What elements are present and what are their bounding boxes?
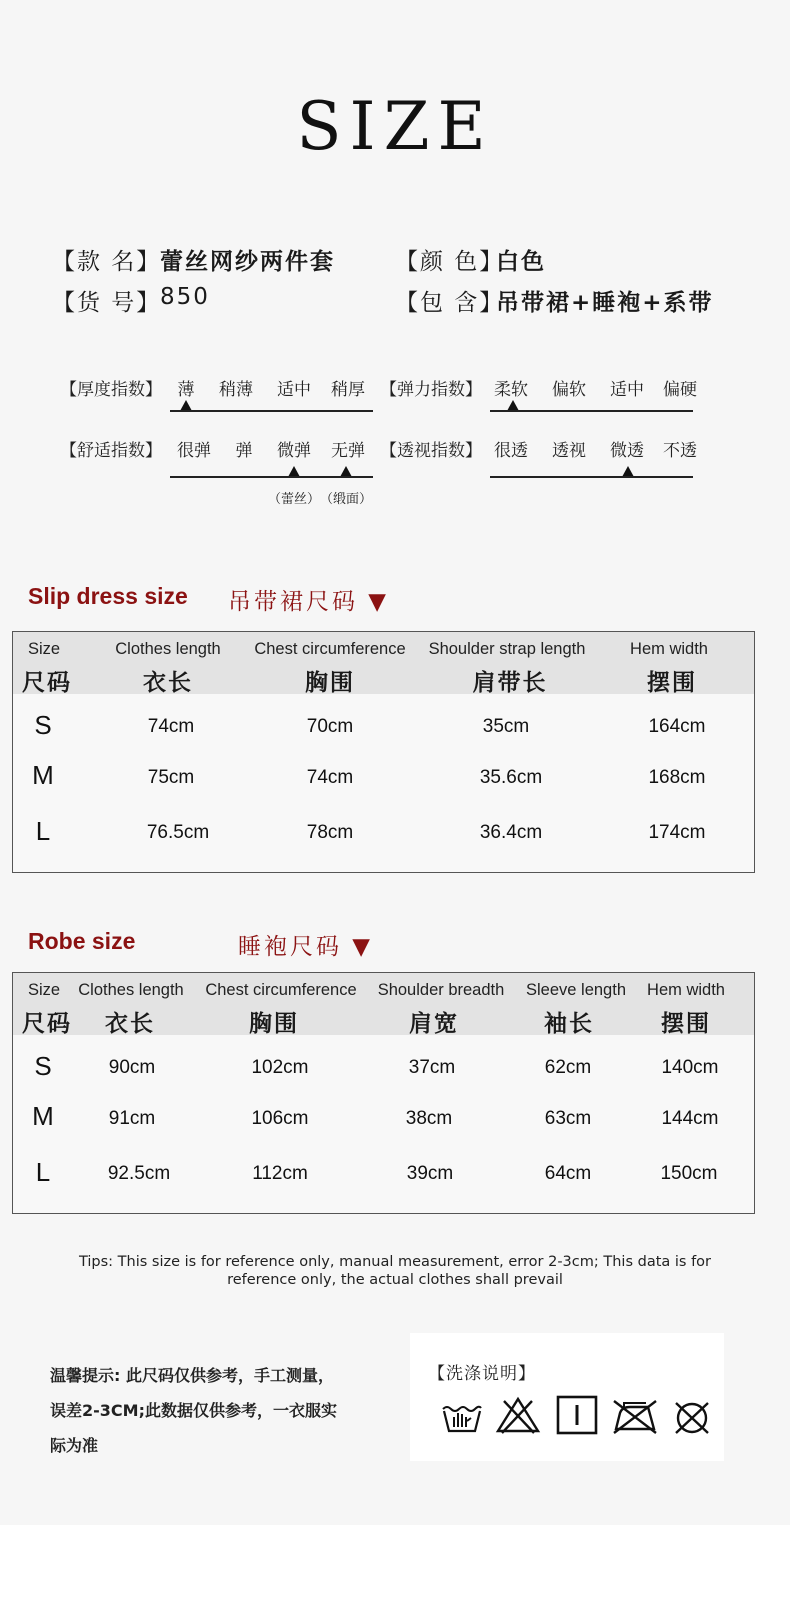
item-value: 850 [160,284,210,310]
column-header-cn: 肩宽 [409,1011,459,1037]
column-header-cn: 衣长 [143,670,193,696]
tips-line: reference only, the actual clothes shall prevail [227,1272,563,1288]
column-header: Size [27,640,61,658]
elasticity-label: 【弹力指数】 [380,380,482,400]
size-cell: M [32,760,54,790]
table-cell: 174cm [648,822,706,843]
line-dry-icon [556,1395,598,1435]
elasticity-option: 适中 [610,380,644,400]
thickness-option: 薄 [177,380,195,400]
table-cell: 74cm [147,716,195,737]
comfort-option: 无弹 [331,441,365,461]
column-header: Hem width [647,981,725,999]
table-cell: 35.6cm [479,767,543,788]
thickness-option: 稍厚 [331,380,365,400]
size-cell: L [35,1157,51,1187]
transparency-option: 很透 [494,441,528,461]
column-header-cn: 衣长 [105,1011,155,1037]
elasticity-option: 偏硬 [663,380,697,400]
table-cell: 91cm [108,1108,156,1129]
table-cell: 39cm [406,1163,454,1184]
thickness-label: 【厚度指数】 [60,380,162,400]
comfort-option: 很弹 [177,441,211,461]
table-cell: 140cm [661,1057,719,1078]
table-cell: 75cm [147,767,195,788]
transparency-label: 【透视指数】 [380,441,482,461]
column-header: Clothes length [78,981,184,999]
name-value: 蕾丝网纱两件套 [160,249,335,275]
includes-value: 吊带裙+睡袍+系带 [496,290,714,316]
elasticity-option: 柔软 [494,380,528,400]
includes-label: 【包 含】 [395,290,505,316]
comfort-scale-line [170,476,373,478]
column-header: Shoulder breadth [377,981,505,999]
column-header: Chest circumference [205,981,357,999]
column-header: Sleeve length [526,981,626,999]
slip-section-title: Slip dress size [28,583,188,609]
column-header-cn: 尺码 [22,670,72,696]
color-value: 白色 [496,249,546,275]
thickness-option: 稍薄 [219,380,253,400]
transparency-option: 微透 [610,441,644,461]
column-header: Chest circumference [254,640,406,658]
column-header-cn: 胸围 [249,1011,299,1037]
transparency-option: 不透 [663,441,697,461]
thickness-option: 适中 [277,380,311,400]
table-cell: 35cm [482,716,530,737]
slip-section-title-cn: 吊带裙尺码 ▼ [228,589,389,615]
thickness-scale-line [170,410,373,412]
comfort-option: 微弹 [277,441,311,461]
warm-tip-line: 温馨提示: 此尺码仅供参考，手工测量， [50,1366,334,1385]
column-header-cn: 胸围 [305,670,355,696]
table-cell: 112cm [252,1163,308,1184]
robe-section-title: Robe size [28,928,136,954]
column-header: Shoulder strap length [428,640,586,658]
column-header-cn: 袖长 [544,1011,594,1037]
size-cell: M [32,1101,54,1131]
warm-tip-line: 际为准 [50,1436,99,1455]
elasticity-scale-line [490,410,693,412]
column-header-cn: 摆围 [647,670,697,696]
robe-section-title-cn: 睡袍尺码 ▼ [238,934,373,960]
size-cell: L [35,816,51,846]
column-header-cn: 肩带长 [472,670,548,696]
transparency-scale-line [490,476,693,478]
table-cell: 62cm [544,1057,592,1078]
column-header: Size [27,981,61,999]
hand-wash-icon [440,1397,484,1437]
table-cell: 102cm [251,1057,309,1078]
table-cell: 168cm [648,767,706,788]
wash-instructions [410,1333,724,1461]
tips-line: Tips: This size is for reference only, manual measurement, error 2-3cm; This data is for [78,1254,712,1270]
size-cell: S [34,710,52,740]
item-label: 【货 号】 [52,290,162,316]
table-cell: 106cm [251,1108,309,1129]
slip-size-table [12,631,755,873]
name-label: 【款 名】 [52,249,162,275]
table-cell: 38cm [405,1108,453,1129]
size-cell: S [34,1051,52,1081]
table-cell: 164cm [648,716,706,737]
table-cell: 37cm [408,1057,456,1078]
column-header: Hem width [630,640,708,658]
table-cell: 92.5cm [107,1163,171,1184]
table-cell: 90cm [108,1057,156,1078]
table-cell: 150cm [660,1163,718,1184]
robe-size-table [12,972,755,1214]
column-header: Clothes length [115,640,221,658]
table-cell: 78cm [306,822,354,843]
color-label: 【颜 色】 [395,249,505,275]
page-title: SIZE [296,88,494,165]
comfort-note: （蕾丝） [267,492,321,507]
comfort-note: （缎面） [319,492,373,507]
table-cell: 70cm [306,716,354,737]
column-header-cn: 摆围 [661,1011,711,1037]
table-cell: 144cm [661,1108,719,1129]
wash-title: 【洗涤说明】 [428,1364,536,1384]
elasticity-option: 偏软 [552,380,586,400]
do-not-dry-clean-icon [672,1399,712,1437]
table-cell: 64cm [544,1163,592,1184]
do-not-bleach-icon [494,1395,542,1437]
column-header-cn: 尺码 [22,1011,72,1037]
table-cell: 74cm [306,767,354,788]
comfort-option: 弹 [235,441,253,461]
comfort-label: 【舒适指数】 [60,441,162,461]
table-cell: 76.5cm [146,822,210,843]
table-cell: 63cm [544,1108,592,1129]
footer-strip [0,1525,790,1615]
table-cell: 36.4cm [479,822,543,843]
warm-tip-line: 误差2-3CM;此数据仅供参考，一衣服实 [50,1401,337,1420]
transparency-option: 透视 [552,441,586,461]
do-not-iron-icon [610,1395,660,1437]
